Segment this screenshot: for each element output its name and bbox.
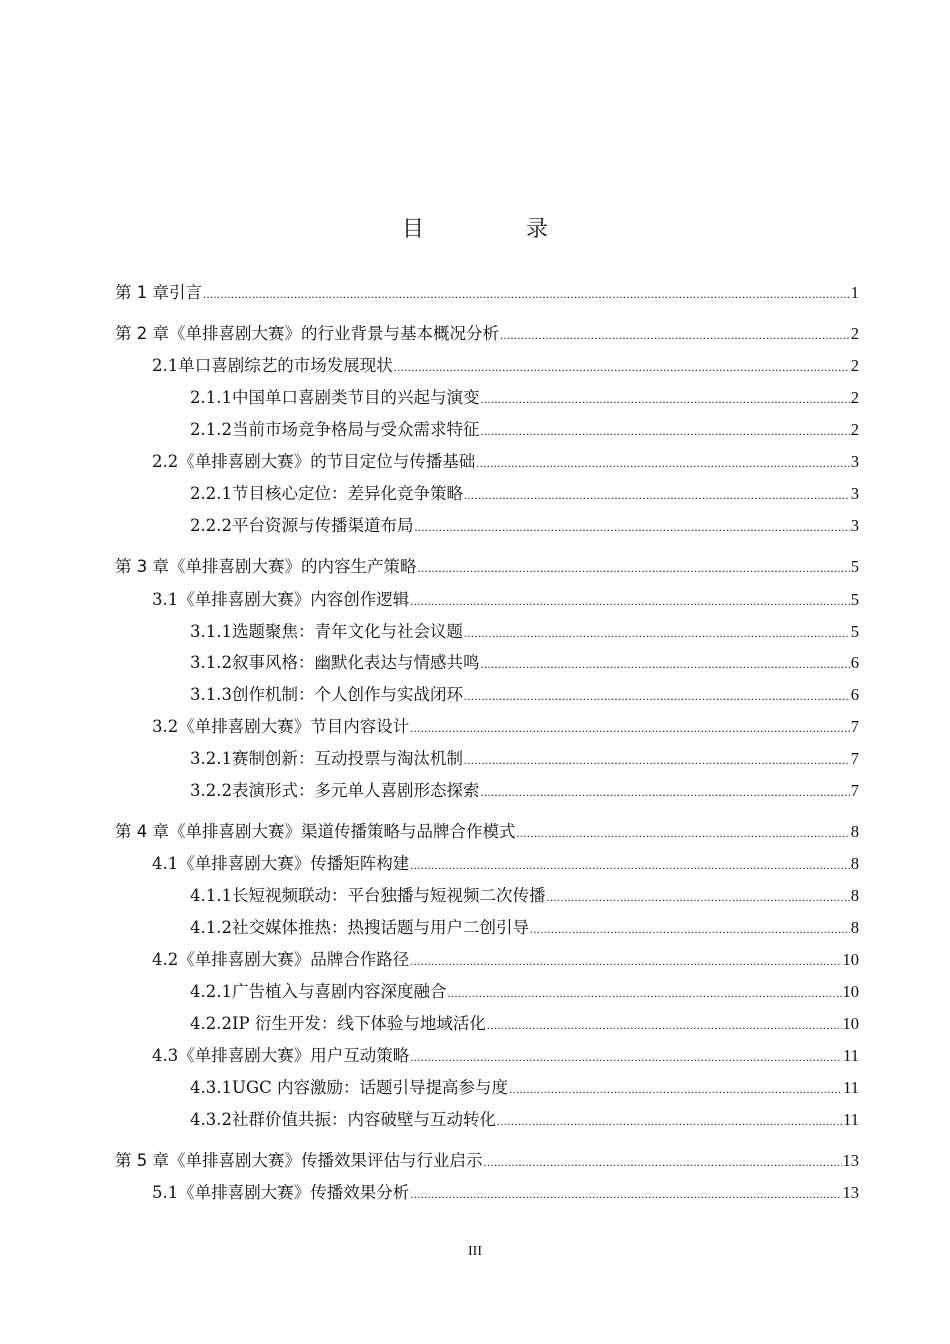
- toc-text: 《单排喜剧大赛》内容创作逻辑: [178, 590, 410, 609]
- toc-entry-subsection[interactable]: [190, 387, 859, 410]
- toc-number: 3.2: [152, 717, 179, 736]
- toc-page: 2: [850, 324, 859, 343]
- toc-page: 2: [850, 388, 859, 407]
- toc-text: 中国单口喜剧类节目的兴起与演变: [231, 388, 480, 407]
- toc-page: 10: [842, 950, 859, 969]
- leader-dots: [418, 557, 850, 579]
- toc-page: 11: [843, 1110, 859, 1129]
- toc-page: 10: [842, 1014, 859, 1033]
- toc-entry-subsection[interactable]: [190, 652, 859, 675]
- leader-dots: [517, 822, 850, 844]
- toc-entry-section[interactable]: [152, 451, 859, 474]
- toc-number: 3.1.2: [190, 653, 232, 672]
- leader-dots: [480, 388, 849, 410]
- toc-text: 《单排喜剧大赛》节目内容设计: [178, 717, 410, 736]
- toc-text: 单口喜剧综艺的市场发展现状: [178, 356, 393, 375]
- toc-number: 3.2.2: [190, 781, 232, 800]
- leader-dots: [410, 717, 850, 739]
- toc-number: 4.3: [152, 1046, 179, 1065]
- toc-entry-chapter-4[interactable]: [115, 821, 859, 844]
- toc-number: 第 5 章: [115, 1151, 169, 1170]
- toc-number: 第 1 章: [115, 283, 169, 302]
- toc-page: 5: [850, 590, 859, 609]
- toc-number: 4.2.2: [190, 1014, 232, 1033]
- toc-page: 11: [843, 1078, 859, 1097]
- toc-entry-subsection[interactable]: [190, 917, 859, 940]
- toc-entry-section[interactable]: [152, 1182, 859, 1205]
- toc-page: 2: [850, 420, 859, 439]
- toc-page: 5: [850, 557, 859, 576]
- leader-dots: [497, 1110, 842, 1132]
- toc-number: 4.1.1: [190, 886, 232, 905]
- toc-page: 2: [850, 356, 859, 375]
- toc-page: 13: [842, 1183, 859, 1202]
- toc-text: 长短视频联动：平台独播与短视频二次传播: [231, 886, 546, 905]
- toc-entry-subsection[interactable]: [190, 780, 859, 803]
- toc-page: 3: [850, 484, 859, 503]
- toc-entry-chapter-1[interactable]: [115, 282, 859, 305]
- toc-page: 8: [850, 822, 859, 841]
- toc-number: 2.1: [152, 356, 179, 375]
- toc-number: 2.1.1: [190, 388, 232, 407]
- toc-number: 2.2: [152, 452, 179, 471]
- toc-page: 8: [850, 886, 859, 905]
- toc-text: 《单排喜剧大赛》品牌合作路径: [178, 950, 410, 969]
- toc-entry-subsection[interactable]: [190, 515, 859, 538]
- toc-number: 4.2.1: [190, 982, 232, 1001]
- toc-text: 《单排喜剧大赛》的节目定位与传播基础: [178, 452, 476, 471]
- toc-page: 7: [850, 749, 859, 768]
- toc-entry-chapter-5[interactable]: [115, 1150, 859, 1173]
- toc-entry-section[interactable]: [152, 355, 859, 378]
- leader-dots: [500, 324, 850, 346]
- toc-entry-subsection[interactable]: [190, 1109, 859, 1132]
- leader-dots: [464, 622, 850, 644]
- leader-dots: [480, 420, 849, 442]
- toc-text: 《单排喜剧大赛》的内容生产策略: [169, 557, 417, 576]
- toc-text: 《单排喜剧大赛》渠道传播策略与品牌合作模式: [169, 822, 516, 841]
- toc-entry-subsection[interactable]: [190, 748, 859, 771]
- toc-text: 引言: [169, 283, 202, 302]
- toc-text: 表演形式：多元单人喜剧形态探索: [231, 781, 480, 800]
- toc-text: 《单排喜剧大赛》传播效果分析: [178, 1183, 410, 1202]
- toc-page: 7: [850, 781, 859, 800]
- toc-entry-chapter-3[interactable]: [115, 556, 859, 579]
- leader-dots: [509, 1078, 842, 1100]
- toc-number: 4.3.2: [190, 1110, 232, 1129]
- leader-dots: [476, 452, 850, 474]
- toc-number: 3.1: [152, 590, 179, 609]
- toc-entry-subsection[interactable]: [190, 684, 859, 707]
- toc-text: 选题聚焦：青年文化与社会议题: [231, 622, 463, 641]
- toc-title: 目 录: [401, 217, 588, 242]
- leader-dots: [410, 590, 850, 612]
- toc-text: 《单排喜剧大赛》传播效果评估与行业启示: [169, 1151, 483, 1170]
- leader-dots: [530, 918, 850, 940]
- toc-entry-subsection[interactable]: [190, 981, 859, 1004]
- toc-number: 4.2: [152, 950, 179, 969]
- toc-entry-chapter-2[interactable]: [115, 323, 859, 346]
- toc-number: 2.2.2: [190, 516, 232, 535]
- toc-page: 1: [850, 283, 859, 302]
- toc-number: 第 4 章: [115, 822, 169, 841]
- toc-number: 第 3 章: [115, 557, 169, 576]
- toc-page: 3: [850, 452, 859, 471]
- toc-text: 叙事风格：幽默化表达与情感共鸣: [231, 653, 480, 672]
- toc-page: 7: [850, 717, 859, 736]
- leader-dots: [410, 1183, 841, 1205]
- toc-page: 8: [850, 918, 859, 937]
- toc-text: 创作机制：个人创作与实战闭环: [231, 685, 463, 704]
- toc-number: 4.1.2: [190, 918, 232, 937]
- leader-dots: [480, 781, 849, 803]
- leader-dots: [464, 484, 850, 506]
- leader-dots: [546, 886, 849, 908]
- toc-entry-subsection[interactable]: [190, 885, 859, 908]
- leader-dots: [410, 854, 850, 876]
- toc-number: 5.1: [152, 1183, 179, 1202]
- leader-dots: [487, 1014, 842, 1036]
- toc-text: 节目核心定位：差异化竞争策略: [231, 484, 463, 503]
- toc-text: 《单排喜剧大赛》的行业背景与基本概况分析: [169, 324, 499, 343]
- toc-page: 5: [850, 622, 859, 641]
- toc-number: 3.2.1: [190, 749, 232, 768]
- toc-page: 11: [843, 1046, 859, 1065]
- leader-dots: [484, 1151, 842, 1173]
- toc-number: 3.1.1: [190, 622, 232, 641]
- toc-page: 10: [842, 982, 859, 1001]
- toc-text: 《单排喜剧大赛》传播矩阵构建: [178, 854, 410, 873]
- toc-page: 6: [850, 685, 859, 704]
- toc-entry-section[interactable]: [152, 716, 859, 739]
- toc-text: 社群价值共振：内容破壁与互动转化: [231, 1110, 496, 1129]
- toc-number: 第 2 章: [115, 324, 169, 343]
- toc-entry-subsection[interactable]: [190, 483, 859, 506]
- toc-entry-subsection[interactable]: [190, 419, 859, 442]
- leader-dots: [410, 1046, 842, 1068]
- leader-dots: [410, 950, 841, 972]
- toc-text: 《单排喜剧大赛》用户互动策略: [178, 1046, 410, 1065]
- page-number: III: [468, 1244, 482, 1259]
- toc-entry-section[interactable]: [152, 589, 859, 612]
- toc-text: UGC 内容激励：话题引导提高参与度: [231, 1078, 508, 1097]
- leader-dots: [447, 982, 841, 1004]
- toc-page: 8: [850, 854, 859, 873]
- toc-page: 3: [850, 516, 859, 535]
- leader-dots: [394, 356, 850, 378]
- toc-entry-subsection[interactable]: [190, 621, 859, 644]
- toc-number: 3.1.3: [190, 685, 232, 704]
- toc-text: 广告植入与喜剧内容深度融合: [231, 982, 447, 1001]
- toc-page: 13: [842, 1151, 859, 1170]
- toc-number: 4.3.1: [190, 1078, 232, 1097]
- leader-dots: [414, 516, 849, 538]
- leader-dots: [480, 653, 849, 675]
- toc-number: 4.1: [152, 854, 179, 873]
- toc-entry-subsection[interactable]: [190, 1013, 859, 1036]
- leader-dots: [203, 283, 850, 305]
- toc-entry-subsection[interactable]: [190, 1077, 859, 1100]
- toc-entry-section[interactable]: [152, 1045, 859, 1068]
- toc-number: 2.1.2: [190, 420, 232, 439]
- toc-text: 平台资源与传播渠道布局: [231, 516, 414, 535]
- leader-dots: [464, 749, 850, 771]
- toc-text: 当前市场竞争格局与受众需求特征: [231, 420, 480, 439]
- toc-text: 社交媒体推热：热搜话题与用户二创引导: [231, 918, 529, 937]
- toc-entry-section[interactable]: [152, 853, 859, 876]
- toc-entry-section[interactable]: [152, 949, 859, 972]
- toc-text: 赛制创新：互动投票与淘汰机制: [231, 749, 463, 768]
- leader-dots: [464, 685, 850, 707]
- toc-text: IP 衍生开发：线下体验与地域活化: [231, 1014, 486, 1033]
- toc-number: 2.2.1: [190, 484, 232, 503]
- toc-page: 6: [850, 653, 859, 672]
